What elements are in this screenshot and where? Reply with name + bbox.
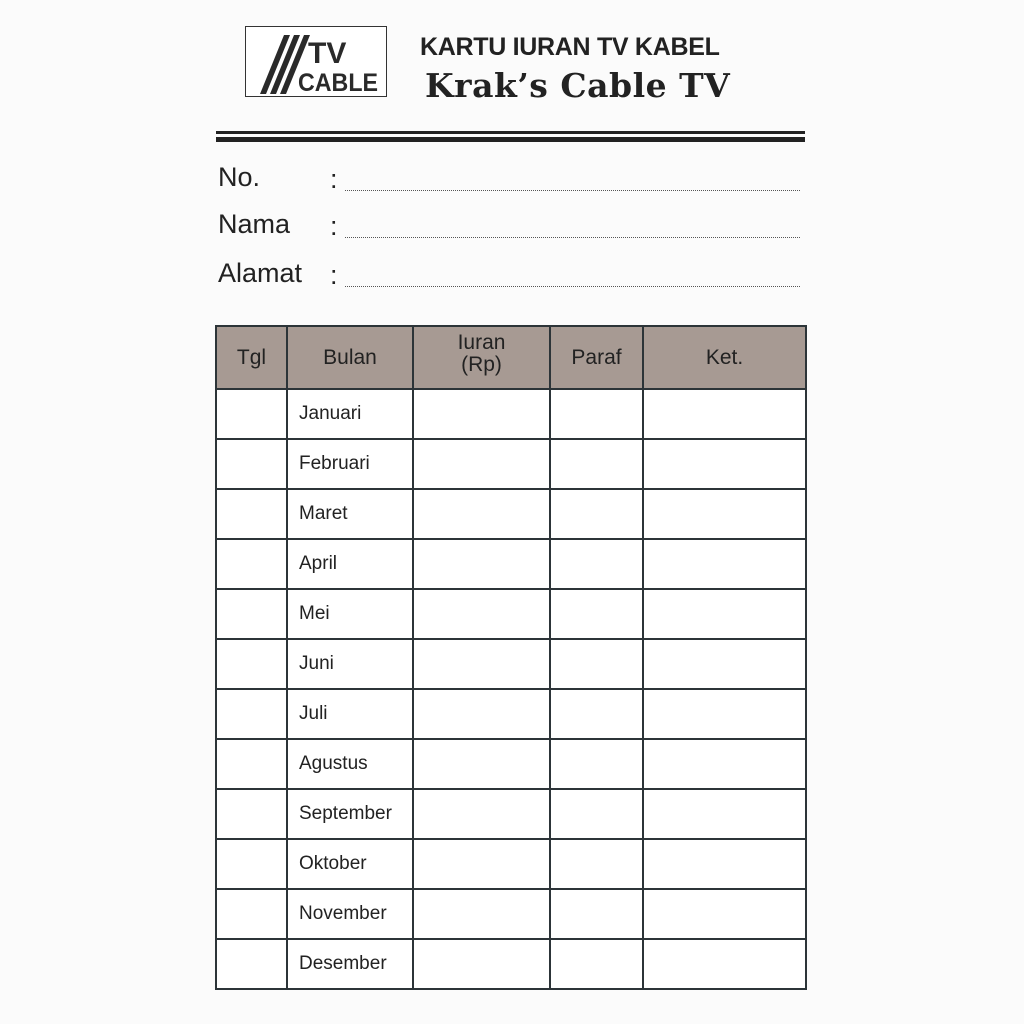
cell-ket[interactable] xyxy=(643,439,806,489)
cell-iuran[interactable] xyxy=(413,689,550,739)
col-header-iuran-line1: Iuran xyxy=(457,331,506,354)
cell-ket[interactable] xyxy=(643,489,806,539)
cell-paraf[interactable] xyxy=(550,639,643,689)
card-title: Krak’s Cable TV xyxy=(425,66,731,105)
cell-paraf[interactable] xyxy=(550,589,643,639)
cell-paraf[interactable] xyxy=(550,439,643,489)
cell-paraf[interactable] xyxy=(550,539,643,589)
table-row xyxy=(216,889,806,939)
field-alamat-colon: : xyxy=(330,260,338,290)
cell-ket[interactable] xyxy=(643,389,806,439)
cell-iuran[interactable] xyxy=(413,589,550,639)
cell-ket[interactable] xyxy=(643,539,806,589)
cell-ket[interactable] xyxy=(643,589,806,639)
cell-tgl[interactable] xyxy=(216,639,287,689)
table-header-row xyxy=(216,326,806,389)
logo-word-tv: TV xyxy=(308,37,347,70)
cell-bulan: September xyxy=(287,789,413,839)
cell-iuran[interactable] xyxy=(413,639,550,689)
cell-iuran[interactable] xyxy=(413,489,550,539)
cell-iuran[interactable] xyxy=(413,889,550,939)
table-row xyxy=(216,589,806,639)
field-nama-colon: : xyxy=(330,211,338,241)
cell-paraf[interactable] xyxy=(550,839,643,889)
cell-ket[interactable] xyxy=(643,639,806,689)
cell-paraf[interactable] xyxy=(550,489,643,539)
cell-iuran[interactable] xyxy=(413,789,550,839)
payment-table xyxy=(215,325,807,990)
cell-ket[interactable] xyxy=(643,789,806,839)
cell-bulan: Juni xyxy=(287,639,413,689)
cell-paraf[interactable] xyxy=(550,389,643,439)
cell-ket[interactable] xyxy=(643,839,806,889)
cell-tgl[interactable] xyxy=(216,589,287,639)
col-header-paraf: Paraf xyxy=(550,326,643,389)
col-header-bulan: Bulan xyxy=(287,326,413,389)
header-divider-top xyxy=(216,131,805,134)
cell-tgl[interactable] xyxy=(216,739,287,789)
cell-bulan: Juli xyxy=(287,689,413,739)
cell-ket[interactable] xyxy=(643,939,806,989)
cell-iuran[interactable] xyxy=(413,739,550,789)
cell-tgl[interactable] xyxy=(216,689,287,739)
field-nama-line[interactable] xyxy=(345,237,800,238)
field-no-colon: : xyxy=(330,164,338,194)
col-header-iuran-line2: (Rp) xyxy=(461,353,502,376)
cell-ket[interactable] xyxy=(643,689,806,739)
cell-iuran[interactable] xyxy=(413,439,550,489)
field-no-line[interactable] xyxy=(345,190,800,191)
field-no xyxy=(218,161,800,197)
field-nama-label: Nama xyxy=(218,209,291,239)
cell-tgl[interactable] xyxy=(216,389,287,439)
col-header-tgl: Tgl xyxy=(216,326,287,389)
cell-paraf[interactable] xyxy=(550,739,643,789)
cell-paraf[interactable] xyxy=(550,789,643,839)
field-alamat-label: Alamat xyxy=(218,258,303,288)
cell-bulan: Desember xyxy=(287,939,413,989)
cell-bulan: November xyxy=(287,889,413,939)
cell-tgl[interactable] xyxy=(216,789,287,839)
cell-tgl[interactable] xyxy=(216,839,287,889)
cell-bulan: Januari xyxy=(287,389,413,439)
cell-tgl[interactable] xyxy=(216,889,287,939)
cell-bulan: Oktober xyxy=(287,839,413,889)
table-row xyxy=(216,689,806,739)
logo-word-cable: CABLE xyxy=(298,69,378,96)
table-row xyxy=(216,839,806,889)
cell-bulan: Maret xyxy=(287,489,413,539)
cell-bulan: Agustus xyxy=(287,739,413,789)
table-row xyxy=(216,739,806,789)
table-row xyxy=(216,439,806,489)
tv-cable-logo-icon xyxy=(246,27,386,96)
field-alamat xyxy=(218,257,800,293)
cell-ket[interactable] xyxy=(643,739,806,789)
header-divider-bottom xyxy=(216,137,805,142)
cell-paraf[interactable] xyxy=(550,889,643,939)
cell-iuran[interactable] xyxy=(413,539,550,589)
cell-bulan: April xyxy=(287,539,413,589)
col-header-iuran xyxy=(413,326,550,389)
field-nama xyxy=(218,208,800,244)
cell-iuran[interactable] xyxy=(413,939,550,989)
tv-cable-logo xyxy=(245,26,387,97)
cell-paraf[interactable] xyxy=(550,689,643,739)
cell-tgl[interactable] xyxy=(216,439,287,489)
cell-bulan: Mei xyxy=(287,589,413,639)
cell-paraf[interactable] xyxy=(550,939,643,989)
cell-bulan: Februari xyxy=(287,439,413,489)
table-row xyxy=(216,789,806,839)
cell-iuran[interactable] xyxy=(413,389,550,439)
table-row xyxy=(216,939,806,989)
cell-tgl[interactable] xyxy=(216,489,287,539)
cell-tgl[interactable] xyxy=(216,939,287,989)
table-row xyxy=(216,639,806,689)
field-alamat-line[interactable] xyxy=(345,286,800,287)
cell-tgl[interactable] xyxy=(216,539,287,589)
table-row xyxy=(216,489,806,539)
cell-iuran[interactable] xyxy=(413,839,550,889)
cell-ket[interactable] xyxy=(643,889,806,939)
card-subtitle: KARTU IURAN TV KABEL xyxy=(420,33,720,61)
table-row xyxy=(216,389,806,439)
table-row xyxy=(216,539,806,589)
field-no-label: No. xyxy=(218,162,261,192)
col-header-ket: Ket. xyxy=(643,326,806,389)
